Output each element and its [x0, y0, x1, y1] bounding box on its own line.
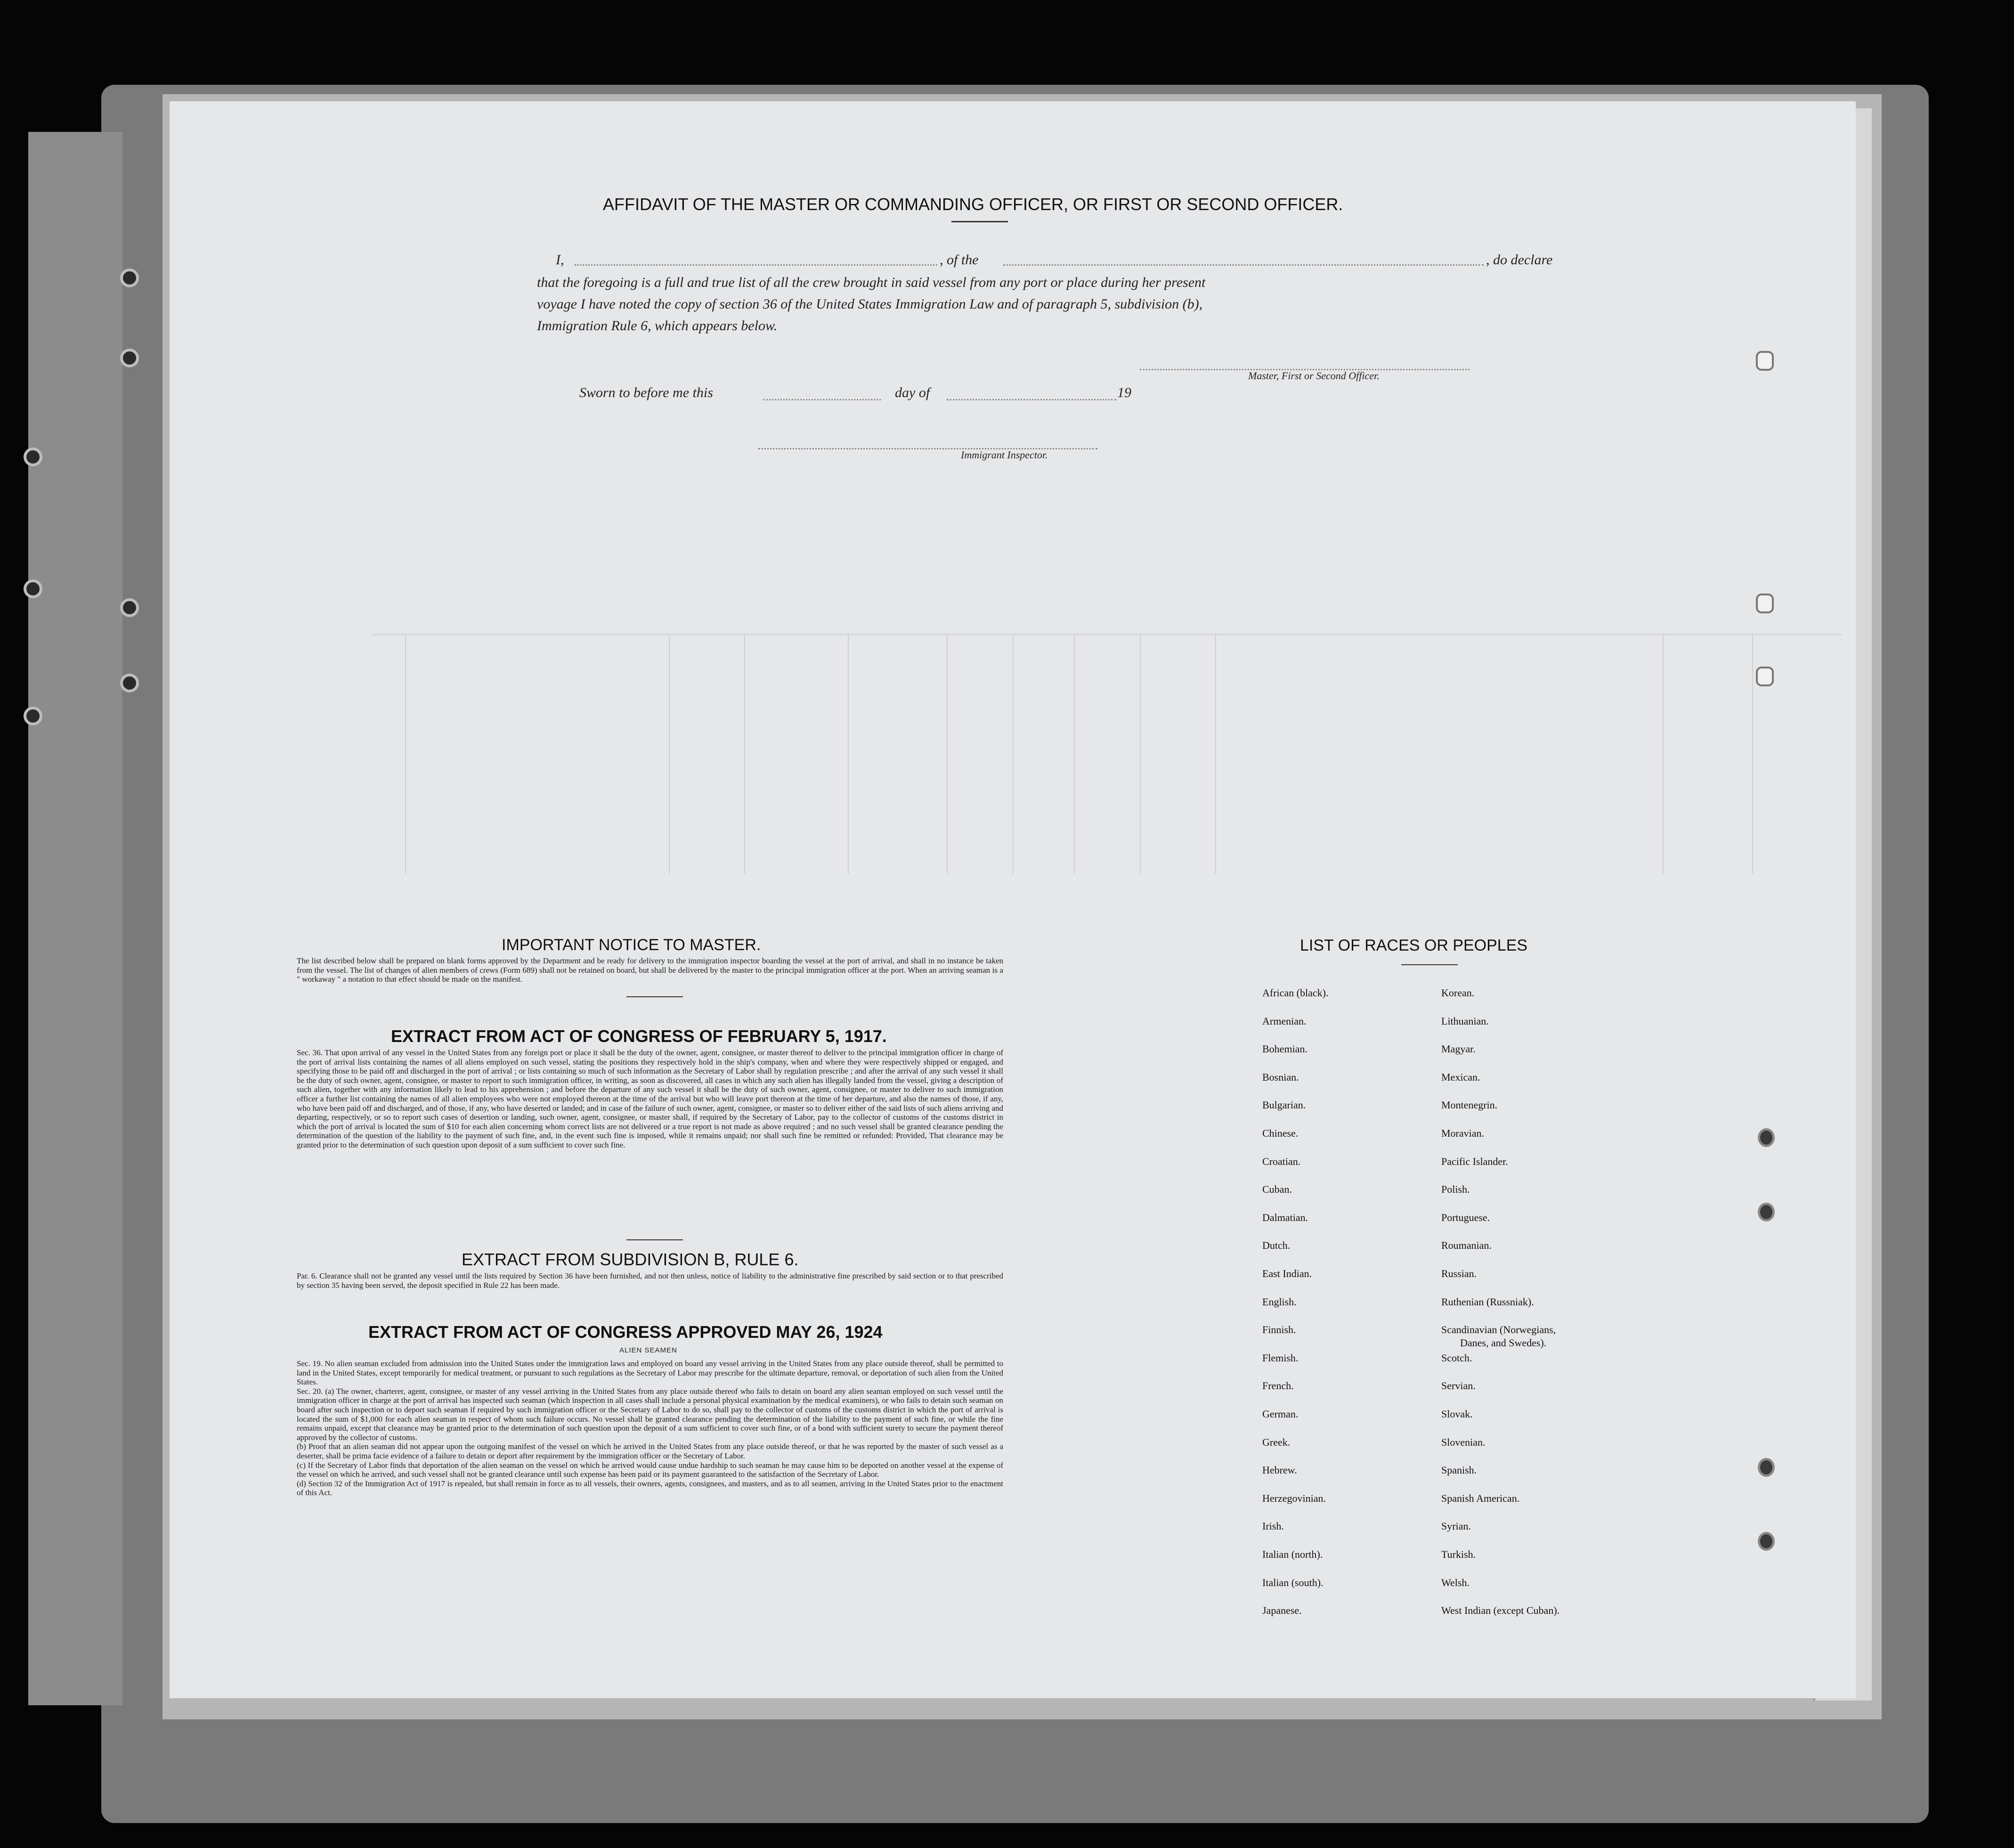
race-item: Italian (south). [1262, 1576, 1324, 1588]
sec-20a-paragraph: Sec. 20. (a) The owner, charterer, agent, consignee, or master of any vessel arriving in the United States from any place outside thereof who fails to detain on board any alien seaman employed on such vessel until the immigration officer in charge at the port of arrival has inspected such seaman (which inspection in all cases shall include a personal physical examination by the medical examiners), or who fails to detain such seaman on board after such inspection or to deport such seaman if required by such immigration officer or the Secretary of Labor to do so, shall pay to the collector of customs of the customs district in which the port of arrival is located the sum of $1,000 for each alien seaman in respect of whom such failure occurs. No vessel shall be granted clearance pending the determination of the liability to the payment of such fine, or while the fine remains unpaid, except that clearance may be granted prior to the determination of such question upon the deposit of a sum sufficient to cover such fine, or of a bond with sufficient surety to secure the payment thereof approved by the collector of customs. [297, 1386, 1003, 1442]
race-item: Welsh. [1441, 1576, 1470, 1588]
extract-1924-body [297, 1359, 1003, 1498]
race-item: Moravian. [1441, 1127, 1485, 1139]
race-item: Magyar. [1441, 1043, 1476, 1055]
race-item: Korean. [1441, 987, 1475, 999]
affidavit-line1-i: I, [556, 252, 564, 268]
race-item: Montenegrin. [1441, 1099, 1498, 1111]
bleed-through-rule [1074, 634, 1075, 874]
binder-hole [120, 674, 139, 692]
race-item: Japanese. [1262, 1604, 1302, 1617]
sec-20c-paragraph: (c) If the Secretary of Labor finds that deportation of the alien seaman on the vessel on which he arrived would cause undue hardship to such seaman he may cause him to be deported on another vessel at the expense of the vessel on which he arrived, and such vessel shall not be granted clearance until such expense has been paid or its payment guaranteed to the satisfaction of the Secretary of Labor. [297, 1460, 1003, 1479]
race-item: Spanish American. [1441, 1492, 1520, 1504]
sec-20b-paragraph: (b) Proof that an alien seaman did not appear upon the outgoing manifest of the vessel on which he arrived in the United States from any place outside thereof, or that he was reported by the master of such vessel as a deserter, shall be prima facie evidence of a failure to detain or deport after requirement by the immigration officer or the Secretary of Labor. [297, 1442, 1003, 1460]
affidavit-line4: Immigration Rule 6, which appears below. [537, 318, 778, 334]
bleed-through-rule [1663, 634, 1664, 874]
race-item: Portuguese. [1441, 1211, 1490, 1223]
race-item: Bosnian. [1262, 1071, 1299, 1083]
punch-hole [1758, 1128, 1775, 1147]
binder-hole [120, 269, 139, 287]
race-item: African (black). [1262, 987, 1329, 999]
notice-body: The list described below shall be prepared on blank forms approved by the Department and be ready for delivery to the immigration inspector boarding the vessel at the port of arrival, and shall in no instance be taken from the vessel. The list of changes of alien members of crews (Form 689) shall not be retained on board, but shall be delivered by the master to the principal immigration officer at the port. When an arriving seaman is a " workaway " a notation to that effect should be made on the manifest. [297, 956, 1003, 984]
race-item: Scandinavian (Norwegians, [1441, 1324, 1556, 1336]
signature-caption: Master, First or Second Officer. [1248, 370, 1380, 382]
affidavit-title: AFFIDAVIT OF THE MASTER OR COMMANDING OFFICER, OR FIRST OR SECOND OFFICER. [603, 195, 1343, 214]
race-item: Finnish. [1262, 1324, 1296, 1336]
race-item: West Indian (except Cuban). [1441, 1604, 1560, 1617]
race-item: Spanish. [1441, 1464, 1477, 1476]
affidavit-line1-of: , of the [940, 252, 979, 268]
extract-rule6-title: EXTRACT FROM SUBDIVISION B, RULE 6. [462, 1250, 799, 1269]
punch-hole [1756, 594, 1774, 613]
extract-rule6-body: Par. 6. Clearance shall not be granted any vessel until the lists required by Section 36 have been furnished, and not then unless, notice of liability to the administrative fine prescribed by said section or to that prescribed by section 35 having been served, the deposit specified in Rule 22 has been made. [297, 1271, 1003, 1290]
bleed-through-rule [744, 634, 745, 874]
race-item: Bohemian. [1262, 1043, 1307, 1055]
notice-title: IMPORTANT NOTICE TO MASTER. [502, 936, 761, 954]
race-item: Slovenian. [1441, 1436, 1486, 1448]
race-item: Slovak. [1441, 1408, 1473, 1420]
race-item: Danes, and Swedes). [1460, 1337, 1547, 1349]
race-item: Armenian. [1262, 1015, 1307, 1027]
race-item: German. [1262, 1408, 1299, 1420]
binder-hole [24, 579, 42, 598]
binder-hole [120, 598, 139, 617]
sec-20d-paragraph: (d) Section 32 of the Immigration Act of 1917 is repealed, but shall remain in force as to all vessels, their owners, agents, consignees, and masters, and as to all seamen, arriving in the United States prior to the enactment of this Act. [297, 1479, 1003, 1498]
document-page [170, 101, 1856, 1698]
race-item: Turkish. [1441, 1548, 1476, 1560]
bleed-through-rule [1215, 634, 1216, 874]
race-item: Hebrew. [1262, 1464, 1297, 1476]
year-label: 19 [1117, 385, 1131, 400]
bleed-through-rule [669, 634, 670, 874]
inspector-caption: Immigrant Inspector. [961, 449, 1048, 461]
affidavit-line3: voyage I have noted the copy of section 36 of the United States Immigration Law and of paragraph 5, subdivision (b), [537, 296, 1203, 312]
race-item: Scotch. [1441, 1351, 1472, 1364]
punch-hole [1758, 1203, 1775, 1221]
affidavit-title-rule [951, 221, 1008, 222]
day-of-label: day of [895, 385, 930, 400]
bleed-through-rule [405, 634, 406, 874]
race-item: Lithuanian. [1441, 1015, 1489, 1027]
left-edge-strip [28, 132, 122, 1705]
binder-hole [24, 448, 42, 466]
extract-1924-subtitle: ALIEN SEAMEN [619, 1346, 677, 1354]
punch-hole [1756, 351, 1774, 371]
races-title-rule [1401, 964, 1458, 965]
race-item: Irish. [1262, 1520, 1284, 1532]
bleed-through-rule [1013, 634, 1014, 874]
extract-1924-title: EXTRACT FROM ACT OF CONGRESS APPROVED MAY 26, 1924 [368, 1322, 883, 1342]
extract-1917-rule [626, 1239, 683, 1240]
race-item: Dutch. [1262, 1239, 1291, 1252]
race-item: Servian. [1441, 1380, 1476, 1392]
races-title: LIST OF RACES OR PEOPLES [1300, 936, 1528, 954]
bleed-through-table [372, 634, 1842, 635]
race-item: French. [1262, 1380, 1294, 1392]
race-item: Cuban. [1262, 1183, 1292, 1196]
extract-1917-body: Sec. 36. That upon arrival of any vessel in the United States from any foreign port or place it shall be the duty of the owner, agent, consignee, or master thereof to deliver to the principal immigration officer in charge of the port of arrival lists containing the names of all aliens employed on such vessel, stating the positions they respectively hold in the ship's company, when and where they were respectively shipped or engaged, and specifying those to be paid off and discharged in the port of arrival ; or lists containing so much of such information as the Secretary of Labor shall by regulation prescribe ; and after the arrival of any such vessel it shall be the duty of such owner, agent, consignee, or master to report to such immigration officer, in writing, as soon as discovered, all cases in which any such alien has illegally landed from the vessel, giving a description of such alien, together with any information likely to lead to his apprehension ; and before the departure of any such vessel it shall be the duty of such owner, agent, consignee, or master to deliver to such immigration officer a further list containing the names of all alien employees who were not employed thereon at the time of the arrival but who will leave port thereon at the time of her departure, and also the names of those, if any, who have been paid off and discharged, and of those, if any, who have deserted or landed; and in case of the failure of such owner, agent, consignee, or master so to deliver either of the said lists of such aliens arriving and departing, respectively, or so to report such cases of desertion or landing, such owner, agent, consignee, or master shall, if required by the Secretary of Labor, pay to the collector of customs of the customs district in which the port of arrival is located the sum of $10 for each alien concerning whom correct lists are not delivered or a true report is not made as above required ; and no such vessel shall be granted clearance pending the determination of the question of the liability to the payment of such fine, and, in the event such fine is imposed, while it remains unpaid; nor shall such fine be remitted or refunded: Provided, That clearance may be granted prior to the determination of such question upon deposit of a sum sufficient to cover such fine. [297, 1048, 1003, 1149]
race-item: Flemish. [1262, 1351, 1299, 1364]
bleed-through-rule [1752, 634, 1753, 874]
notice-rule [626, 996, 683, 997]
race-item: Roumanian. [1441, 1239, 1492, 1252]
race-item: Herzegovinian. [1262, 1492, 1326, 1504]
extract-1917-title: EXTRACT FROM ACT OF CONGRESS OF FEBRUARY 5, 1917. [391, 1026, 887, 1046]
name-blank [575, 264, 937, 266]
race-item: East Indian. [1262, 1268, 1312, 1279]
binder-hole [24, 707, 42, 725]
race-item: Polish. [1441, 1183, 1470, 1196]
punch-hole [1758, 1532, 1775, 1551]
sworn-day-blank [763, 399, 881, 400]
race-item: Greek. [1262, 1436, 1291, 1448]
race-item: Dalmatian. [1262, 1211, 1308, 1223]
sworn-month-blank [947, 399, 1116, 400]
race-item: Syrian. [1441, 1520, 1471, 1532]
race-item: Croatian. [1262, 1155, 1301, 1167]
race-item: English. [1262, 1295, 1297, 1308]
race-item: Mexican. [1441, 1071, 1480, 1083]
punch-hole [1756, 667, 1774, 686]
affidavit-line1-declare: , do declare [1486, 252, 1553, 268]
binder-hole [120, 349, 139, 367]
sec-19-paragraph: Sec. 19. No alien seaman excluded from admission into the United States under the immigration laws and employed on board any vessel arriving in the United States from any place outside thereof, shall be permitted to land in the United States, except temporarily for medical treatment, or pursuant to such regulations as the Secretary of Labor may prescribe for the ultimate departure, removal, or deportation of such alien from the United States. [297, 1359, 1003, 1387]
race-item: Ruthenian (Russniak). [1441, 1295, 1534, 1308]
bleed-through-rule [1140, 634, 1141, 874]
race-item: Russian. [1441, 1268, 1477, 1279]
race-item: Italian (north). [1262, 1548, 1323, 1560]
race-item: Pacific Islander. [1441, 1155, 1508, 1167]
bleed-through-rule [947, 634, 948, 874]
affidavit-line2: that the foregoing is a full and true list of all the crew brought in said vessel from any port or place during her present [537, 275, 1206, 290]
race-item: Bulgarian. [1262, 1099, 1306, 1111]
punch-hole [1758, 1458, 1775, 1477]
sworn-label: Sworn to before me this [579, 385, 713, 400]
vessel-blank [1003, 264, 1484, 266]
bleed-through-rule [848, 634, 849, 874]
race-item: Chinese. [1262, 1127, 1299, 1139]
